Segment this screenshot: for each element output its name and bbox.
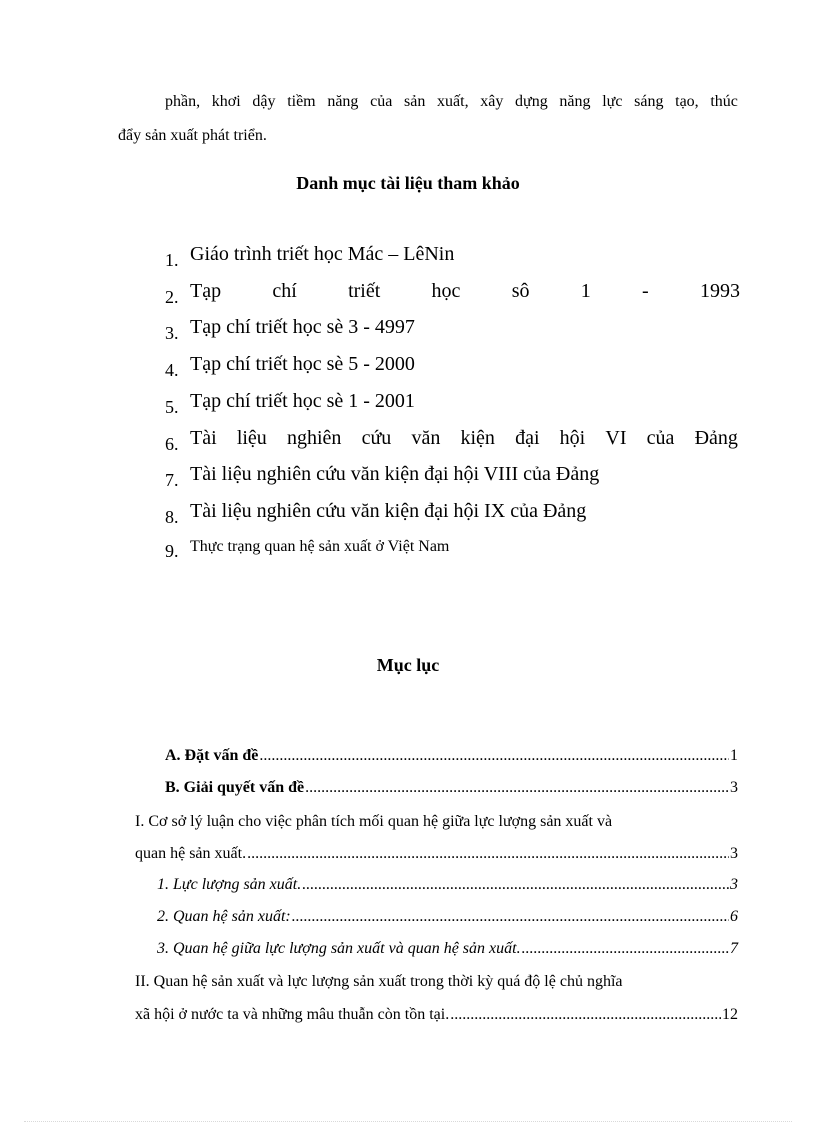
ref-item: Tạp chí triết học sè 1 - 2001 bbox=[190, 390, 415, 412]
ref-number: 2. bbox=[165, 287, 179, 307]
toc-entry[interactable] bbox=[135, 845, 738, 863]
word: 1993 bbox=[699, 280, 740, 302]
toc-label: 2. Quan hệ sản xuất: bbox=[157, 908, 291, 925]
word: của bbox=[370, 93, 393, 110]
word: Tài bbox=[190, 427, 217, 449]
ref-number: 4. bbox=[165, 360, 179, 380]
toc-label: xã hội ở nước ta và những mâu thuẫn còn tồn tại. bbox=[135, 1006, 450, 1023]
toc-entry[interactable] bbox=[135, 1006, 738, 1024]
toc-label: quan hệ sản xuất. bbox=[135, 845, 247, 862]
word: sản bbox=[404, 93, 426, 110]
word: cứu bbox=[361, 427, 392, 449]
toc-entry[interactable] bbox=[157, 908, 738, 926]
toc-entry[interactable] bbox=[165, 747, 738, 765]
word: tiềm bbox=[287, 93, 316, 110]
toc-label: 3. Quan hệ giữa lực lượng sản xuất và quan hệ sản xuất. bbox=[157, 940, 521, 957]
toc-leader bbox=[522, 940, 729, 958]
ref-number: 8. bbox=[165, 507, 179, 527]
ref-item: Tạp chí triết học sè 3 - 4997 bbox=[190, 316, 415, 338]
toc-leader bbox=[259, 747, 729, 765]
toc-leader bbox=[302, 876, 729, 894]
ref-number: 5. bbox=[165, 397, 179, 417]
word: - bbox=[642, 280, 649, 302]
toc-page: 1 bbox=[730, 747, 738, 764]
toc-entry[interactable] bbox=[157, 940, 738, 958]
word: dậy bbox=[252, 93, 276, 110]
word: Đảng bbox=[694, 427, 738, 449]
toc-page: 6 bbox=[730, 908, 738, 925]
word: triết bbox=[348, 280, 381, 302]
word: sáng bbox=[634, 93, 664, 110]
word: xuất, bbox=[437, 93, 469, 110]
toc-leader bbox=[450, 1006, 721, 1024]
ref-item: Tạp chí triết học sè 5 - 2000 bbox=[190, 353, 415, 375]
word: đại bbox=[515, 427, 540, 449]
toc-entry-line: I. Cơ sở lý luận cho việc phân tích mối quan hệ giữa lực lượng sản xuất và bbox=[135, 813, 613, 830]
toc-label: B. Giải quyết vấn đề bbox=[165, 779, 305, 796]
ref-number: 3. bbox=[165, 323, 179, 343]
word: VI bbox=[605, 427, 627, 449]
ref-item: Thực trạng quan hệ sản xuất ở Việt Nam bbox=[190, 538, 450, 555]
word: Tạp bbox=[190, 280, 222, 302]
page-bottom-rule bbox=[24, 1121, 792, 1122]
toc-page: 7 bbox=[730, 940, 738, 957]
toc-page: 3 bbox=[730, 876, 738, 893]
toc-entry-line: II. Quan hệ sản xuất và lực lượng sản xuất trong thời kỳ quá độ lệ chủ nghĩa bbox=[135, 973, 623, 990]
word: năng bbox=[559, 93, 591, 110]
ref-number: 7. bbox=[165, 470, 179, 490]
word: kiện bbox=[460, 427, 495, 449]
word: dựng bbox=[515, 93, 548, 110]
toc-page: 3 bbox=[730, 779, 738, 796]
word: phần, bbox=[165, 93, 201, 110]
toc-title: Mục lục bbox=[376, 655, 440, 675]
toc-page: 3 bbox=[730, 845, 738, 862]
intro-line-2: đẩy sản xuất phát triển. bbox=[118, 127, 267, 144]
ref-item: Giáo trình triết học Mác – LêNin bbox=[190, 243, 455, 265]
ref-item bbox=[190, 280, 740, 303]
ref-number: 1. bbox=[165, 250, 179, 270]
toc-leader bbox=[247, 845, 729, 863]
word: nghiên bbox=[286, 427, 342, 449]
toc-entry[interactable] bbox=[157, 876, 738, 894]
references-title: Danh mục tài liệu tham khảo bbox=[296, 173, 520, 193]
word: tạo, bbox=[675, 93, 699, 110]
toc-label: 1. Lực lượng sản xuất. bbox=[157, 876, 302, 893]
word: sô bbox=[511, 280, 530, 302]
ref-item: Tài liệu nghiên cứu văn kiện đại hội VIII của Đảng bbox=[190, 463, 600, 485]
word: xây bbox=[480, 93, 504, 110]
ref-number: 6. bbox=[165, 434, 179, 454]
word: lực bbox=[602, 93, 623, 110]
word: thúc bbox=[710, 93, 738, 110]
word: chí bbox=[272, 280, 297, 302]
word: của bbox=[646, 427, 675, 449]
word: học bbox=[431, 280, 461, 302]
toc-leader bbox=[305, 779, 729, 797]
word: liệu bbox=[236, 427, 267, 449]
word: năng bbox=[327, 93, 359, 110]
toc-leader bbox=[292, 908, 729, 926]
toc-page: 12 bbox=[722, 1006, 738, 1023]
word: hội bbox=[559, 427, 586, 449]
ref-number: 9. bbox=[165, 541, 179, 561]
ref-item bbox=[190, 427, 738, 450]
toc-label: A. Đặt vấn đề bbox=[165, 747, 259, 764]
word: văn bbox=[411, 427, 441, 449]
word: khơi bbox=[211, 93, 241, 110]
ref-item: Tài liệu nghiên cứu văn kiện đại hội IX của Đảng bbox=[190, 500, 587, 522]
word: 1 bbox=[580, 280, 591, 302]
toc-entry[interactable] bbox=[165, 779, 738, 797]
intro-line-1 bbox=[165, 93, 738, 111]
